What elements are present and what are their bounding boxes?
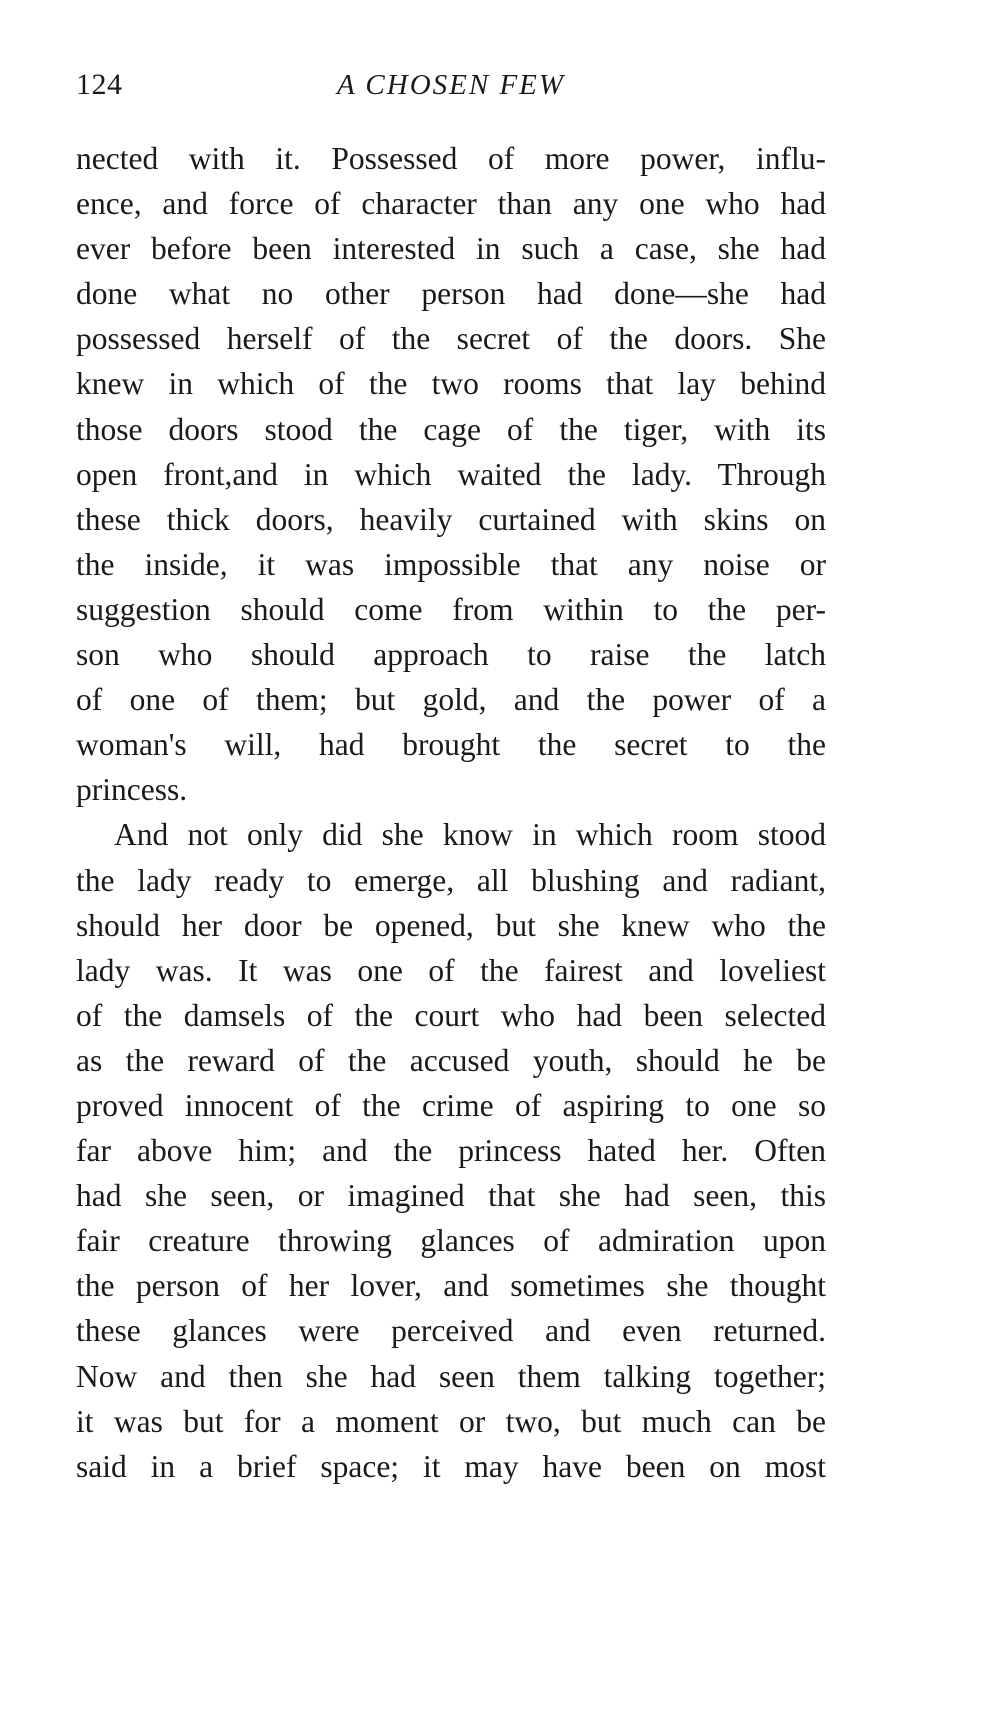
text-line: had she seen, or imagined that she had seen, this [76,1178,826,1214]
text-line: the person of her lover, and sometimes she thought [76,1268,826,1304]
running-head [76,62,826,108]
paragraph [76,812,826,1488]
text-line: those doors stood the cage of the tiger, with its [76,411,826,447]
text-line: proved innocent of the crime of aspiring to one so [76,1087,826,1123]
text-line: should her door be opened, but she knew who the [76,907,826,943]
text-line: lady was. It was one of the fairest and loveliest [76,952,826,988]
body-text [76,136,826,1489]
text-line: these glances were perceived and even returned. [76,1313,826,1349]
text-line: Now and then she had seen them talking together; [76,1358,826,1394]
text-line: suggestion should come from within to the per- [76,591,826,627]
text-line: possessed herself of the secret of the doors. She [76,321,826,357]
text-line: son who should approach to raise the latch [76,637,826,673]
text-line: said in a brief space; it may have been on most [76,1448,826,1484]
text-line: the inside, it was impossible that any noise or [76,546,826,582]
text-line: nected with it. Possessed of more power, influ- [76,141,826,176]
text-line: as the reward of the accused youth, should he be [76,1042,826,1078]
paragraph [76,136,826,812]
text-line: princess. [76,772,188,808]
text-line: ence, and force of character than any one who had [76,186,826,222]
text-line: ever before been interested in such a case, she had [76,231,826,267]
text-line: the lady ready to emerge, all blushing and radiant, [76,862,826,898]
text-line: done what no other person had done—she had [76,276,826,312]
text-line: knew in which of the two rooms that lay behind [76,366,826,402]
text-line: of the damsels of the court who had been selected [76,997,826,1033]
text-line: it was but for a moment or two, but much can be [76,1403,826,1439]
text-line: fair creature throwing glances of admiration upon [76,1223,826,1259]
running-title: A CHOSEN FEW [336,69,566,101]
text-line: far above him; and the princess hated her. Often [76,1133,826,1169]
text-line: open front,and in which waited the lady. Through [76,456,826,492]
text-line: And not only did she know in which room stood [114,817,826,853]
text-line: woman's will, had brought the secret to the [76,727,826,763]
page-number: 124 [76,68,123,101]
text-line: of one of them; but gold, and the power of a [76,682,826,718]
text-line: these thick doors, heavily curtained with skins on [76,501,826,537]
